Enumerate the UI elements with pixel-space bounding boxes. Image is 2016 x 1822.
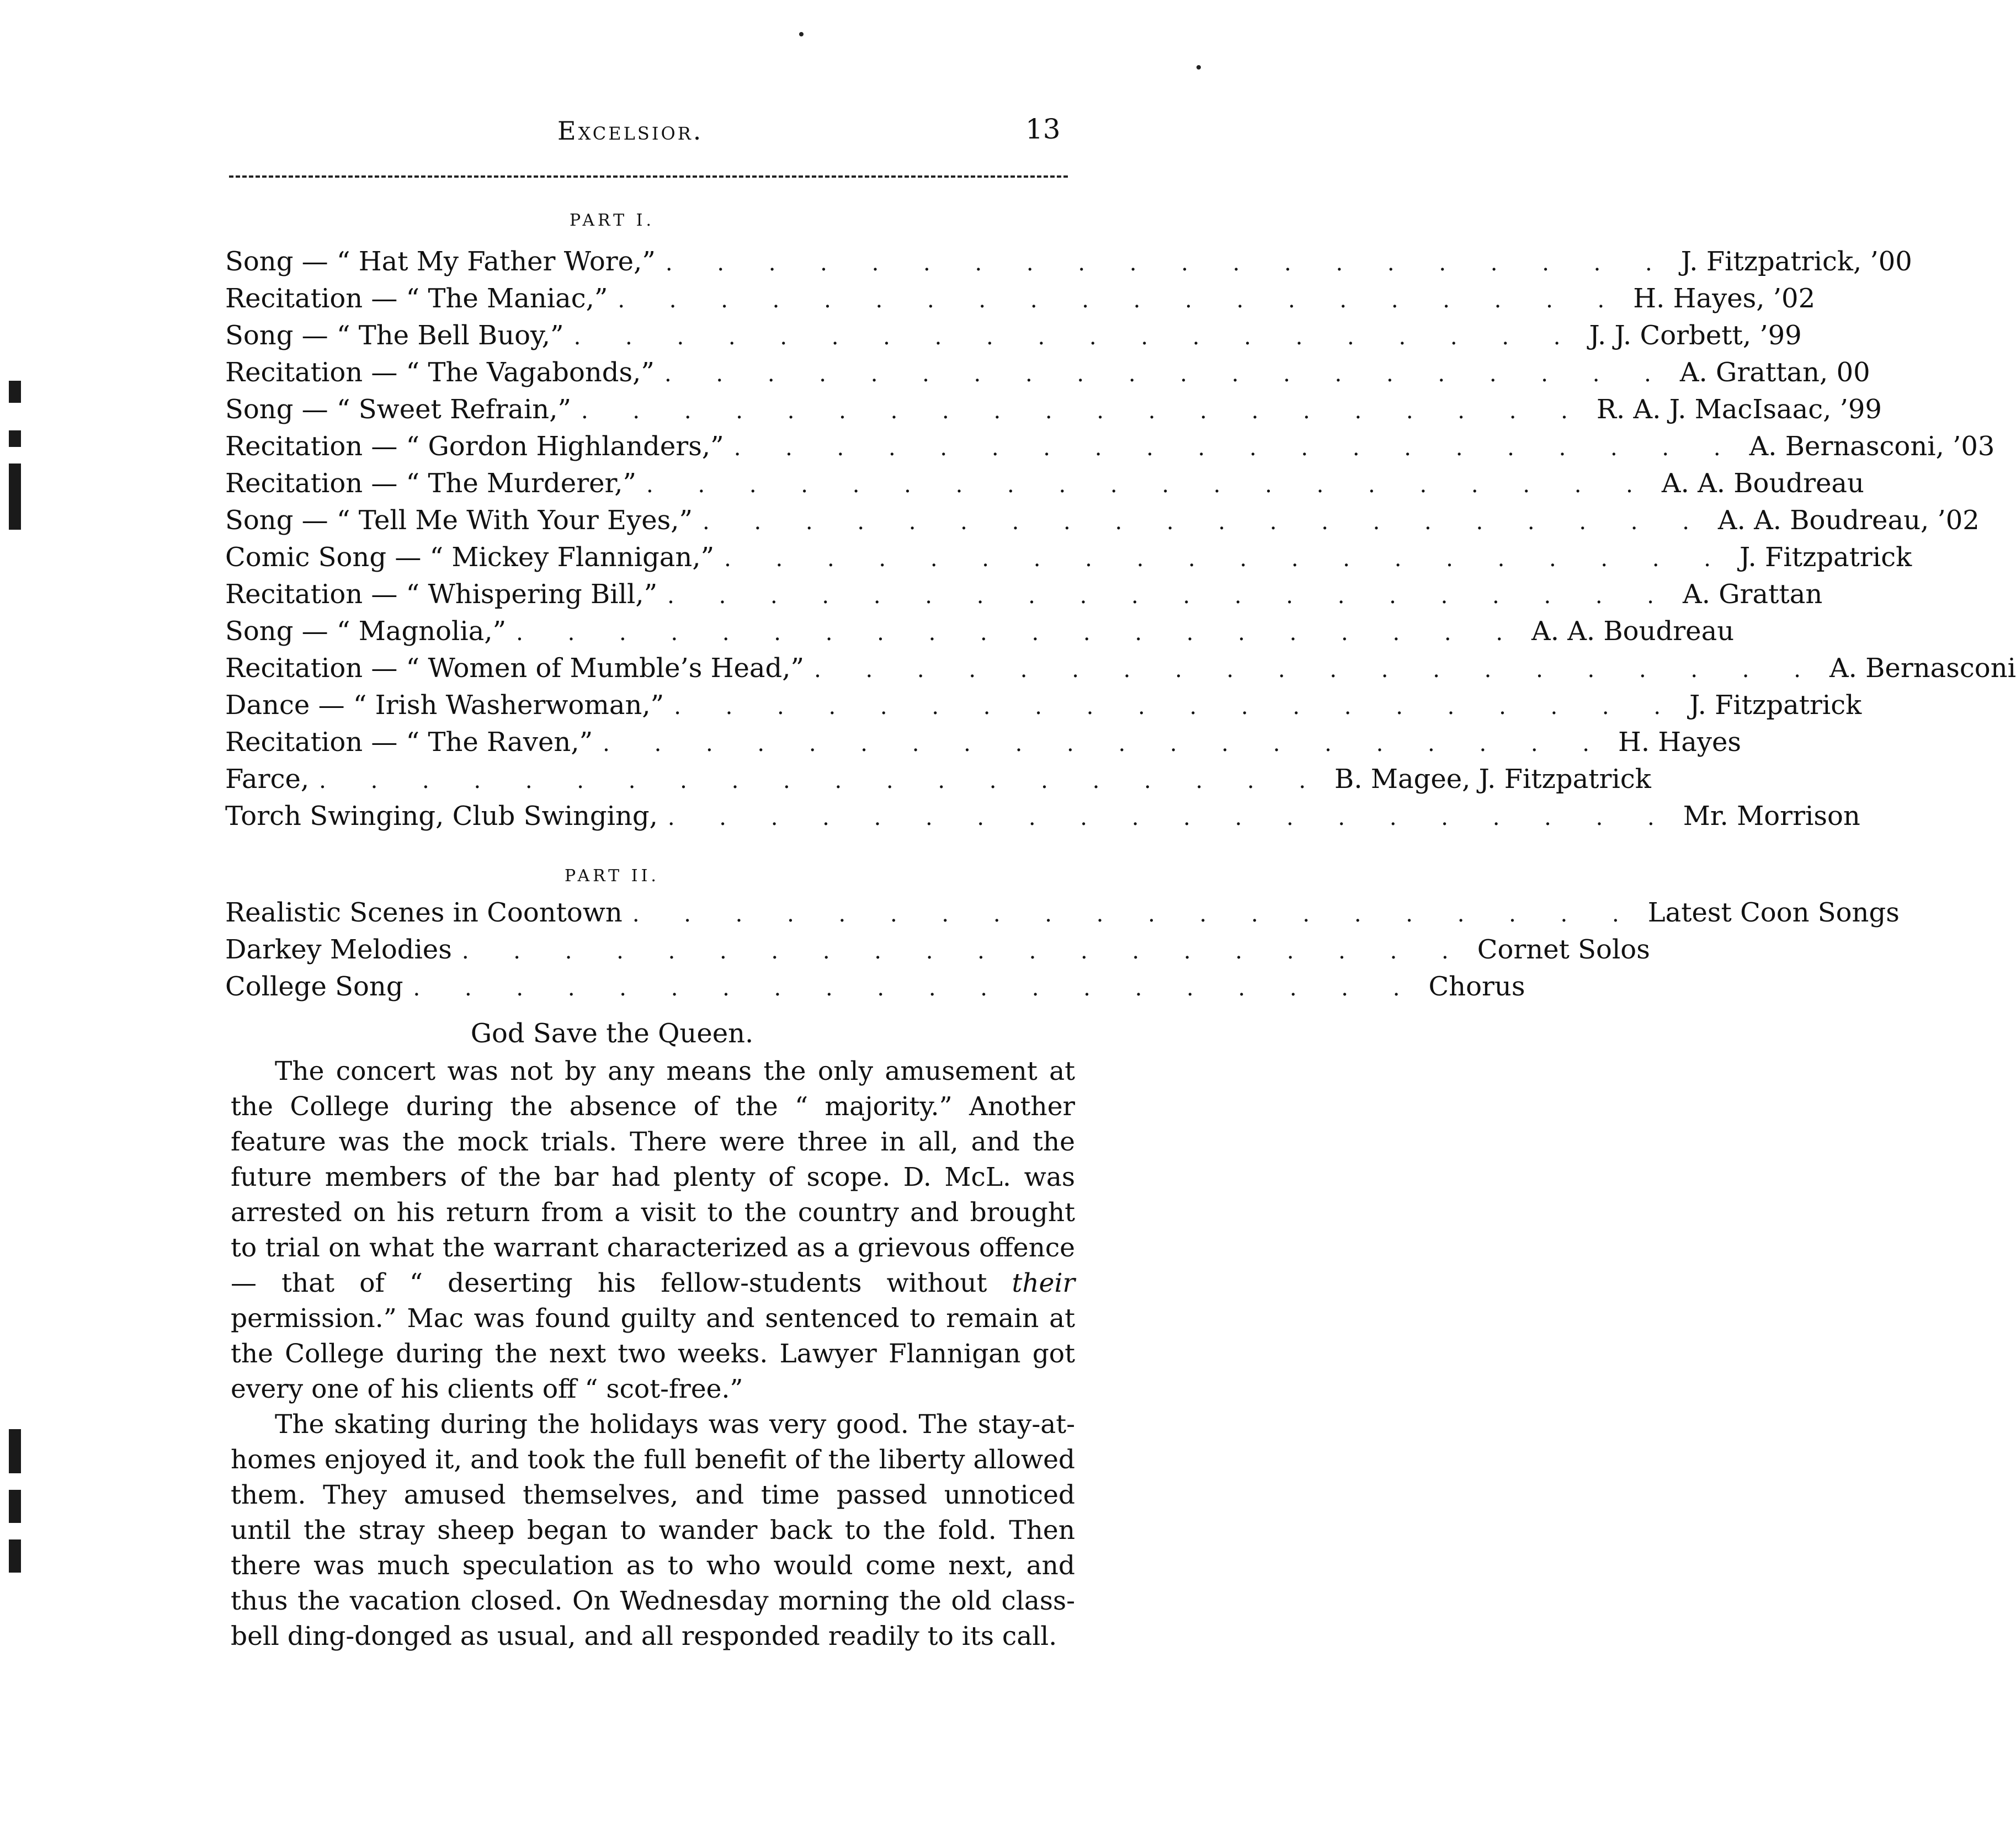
dot-leader: . . . . . . . . . . . . . . . . . . . . — [667, 805, 1673, 830]
binding-mark — [9, 381, 21, 403]
program-item-performer: Chorus — [1428, 971, 1525, 1002]
dot-leader: . . . . . . . . . . . . . . . . . . . . — [632, 902, 1638, 927]
program-item-performer: H. Hayes — [1618, 727, 1742, 758]
program-item — [225, 897, 1900, 934]
program-item — [225, 934, 1650, 971]
program-item-title: Song — “ Hat My Father Wore,” — [225, 246, 656, 277]
dot-leader: . . . . . . . . . . . . . . . . . . . . — [516, 620, 1522, 646]
part-one-heading: PART I. — [569, 211, 655, 230]
program-item-title: Farce, — [225, 764, 310, 795]
binding-mark — [9, 1539, 21, 1573]
program-item — [225, 727, 1742, 764]
dot-leader: . . . . . . . . . . . . . . . . . . . . — [413, 976, 1419, 1001]
dot-leader: . . . . . . . . . . . . . . . . . . . . — [703, 509, 1708, 535]
program-item-performer: A. A. Boudreau, ’02 — [1717, 505, 1980, 536]
program-item-performer: A. Grattan — [1683, 579, 1823, 610]
program-item-performer: H. Hayes, ’02 — [1633, 283, 1816, 314]
binding-mark — [9, 464, 21, 530]
program-item-title: Recitation — “ The Vagabonds,” — [225, 357, 655, 388]
binding-mark — [9, 430, 21, 447]
program-item — [225, 505, 1980, 542]
dot-leader: . . . . . . . . . . . . . . . . . . . . — [618, 287, 1624, 313]
paragraph-skating: The skating during the holidays was very good. The stay-at-homes enjoyed it, and took the full benefit of the liberty allowed them. They amused themselves, and time passed unnoticed until the stray sheep began to wander back to the fold. Then there was much speculation as to who would come next, and thus the vacation closed. On Wednesday morning the old class-bell ding-donged as usual, and all responded readily to its call. — [231, 1409, 1075, 1651]
program-item-title: Comic Song — “ Mickey Flannigan,” — [225, 542, 715, 573]
header-rule — [229, 175, 1068, 178]
program-item-performer: A. A. Boudreau — [1661, 468, 1864, 499]
program-item — [225, 394, 1882, 431]
program-item-performer: A. Bernasconi, ’03 — [1749, 431, 1995, 462]
program-item — [225, 542, 1912, 579]
program-item — [225, 801, 1860, 838]
program-item — [225, 357, 1870, 394]
dot-leader: . . . . . . . . . . . . . . . . . . . . — [664, 361, 1670, 387]
program-item-title: Song — “ Sweet Refrain,” — [225, 394, 571, 425]
program-item — [225, 690, 1862, 727]
part-one-program — [225, 246, 2016, 838]
dot-leader: . . . . . . . . . . . . . . . . . . . . — [733, 435, 1740, 461]
program-item-title: Recitation — “ Women of Mumble’s Head,” — [225, 653, 805, 684]
program-item-performer: Mr. Morrison — [1683, 801, 1860, 832]
program-item-title: Song — “ Tell Me With Your Eyes,” — [225, 505, 693, 536]
dot-leader: . . . . . . . . . . . . . . . . . . . . — [461, 939, 1467, 964]
program-item-performer: R. A. J. MacIsaac, ’99 — [1596, 394, 1882, 425]
paragraph-text: permission.” Mac was found guilty and sentenced to remain at the College during the next two weeks. Lawyer Flannigan got every one of his clients off “ scot-free.” — [231, 1303, 1075, 1404]
program-item-title: Torch Swinging, Club Swinging, — [225, 801, 658, 832]
program-item-title: Dance — “ Irish Washerwoman,” — [225, 690, 664, 721]
program-item — [225, 468, 1864, 505]
dot-leader: . . . . . . . . . . . . . . . . . . . . — [646, 472, 1652, 498]
paragraph-concert — [231, 1054, 1075, 1407]
program-item — [225, 616, 1735, 653]
program-item-performer: Cornet Solos — [1477, 934, 1650, 965]
program-item-performer: J. J. Corbett, ’99 — [1589, 320, 1802, 351]
part-two-program — [225, 897, 1900, 1008]
page-number: 13 — [1025, 113, 1061, 145]
running-head: Excelsior. — [557, 116, 704, 146]
body-text — [231, 1054, 1075, 1654]
part-two-heading: PART II. — [565, 866, 659, 886]
scan-speck — [1196, 65, 1201, 70]
program-item — [225, 283, 1816, 320]
program-item-performer: A. Bernasconi — [1829, 653, 2016, 684]
program-item-performer: J. Fitzpatrick, ’00 — [1680, 246, 1912, 277]
anthem-line: God Save the Queen. — [470, 1018, 754, 1049]
program-item — [225, 579, 1823, 616]
program-item-title: Song — “ Magnolia,” — [225, 616, 507, 647]
program-item-title: Recitation — “ The Maniac,” — [225, 283, 608, 314]
program-item-title: College Song — [225, 971, 403, 1002]
program-item — [225, 246, 1912, 283]
program-item-title: Recitation — “ Whispering Bill,” — [225, 579, 658, 610]
program-item-performer: B. Magee, J. Fitzpatrick — [1334, 764, 1651, 795]
program-item-performer: A. A. Boudreau — [1531, 616, 1735, 647]
program-item — [225, 764, 1651, 801]
program-item-title: Realistic Scenes in Coontown — [225, 897, 623, 928]
italic-word: their — [1012, 1268, 1075, 1298]
program-item-title: Recitation — “ The Murderer,” — [225, 468, 637, 499]
dot-leader: . . . . . . . . . . . . . . . . . . . . — [724, 546, 1730, 572]
program-item — [225, 320, 1802, 357]
program-item-title: Darkey Melodies — [225, 934, 452, 965]
program-item-performer: J. Fitzpatrick — [1689, 690, 1862, 721]
program-item-title: Song — “ The Bell Buoy,” — [225, 320, 564, 351]
dot-leader: . . . . . . . . . . . . . . . . . . . . — [674, 694, 1680, 720]
binding-mark — [9, 1490, 21, 1523]
dot-leader: . . . . . . . . . . . . . . . . . . . . — [814, 657, 1820, 683]
program-item-title: Recitation — “ Gordon Highlanders,” — [225, 431, 724, 462]
dot-leader: . . . . . . . . . . . . . . . . . . . . — [667, 583, 1673, 609]
program-item-title: Recitation — “ The Raven,” — [225, 727, 593, 758]
dot-leader: . . . . . . . . . . . . . . . . . . . . — [319, 768, 1325, 793]
binding-mark — [9, 1429, 21, 1473]
dot-leader: . . . . . . . . . . . . . . . . . . . . — [581, 398, 1587, 424]
dot-leader: . . . . . . . . . . . . . . . . . . . . — [603, 731, 1609, 756]
dot-leader: . . . . . . . . . . . . . . . . . . . . — [665, 251, 1671, 276]
scan-speck — [799, 32, 804, 36]
program-item-performer: Latest Coon Songs — [1647, 897, 1900, 928]
program-item — [225, 431, 1995, 468]
program-item — [225, 653, 2016, 690]
paragraph-text: The concert was not by any means the only amusement at the College during the absence of the “ majority.” Another feature was the mock trials. There were three in all, and the future members of the bar had plenty of scope. D. McL. was arrested on his return from a visit to the country and brought to trial on what the warrant characterized as a grievous offence— that of “ deserting his fellow-students without — [231, 1056, 1075, 1298]
program-item-performer: J. Fitzpatrick — [1740, 542, 1912, 573]
program-item — [225, 971, 1525, 1008]
program-item-performer: A. Grattan, 00 — [1679, 357, 1870, 388]
dot-leader: . . . . . . . . . . . . . . . . . . . . — [573, 324, 1579, 350]
